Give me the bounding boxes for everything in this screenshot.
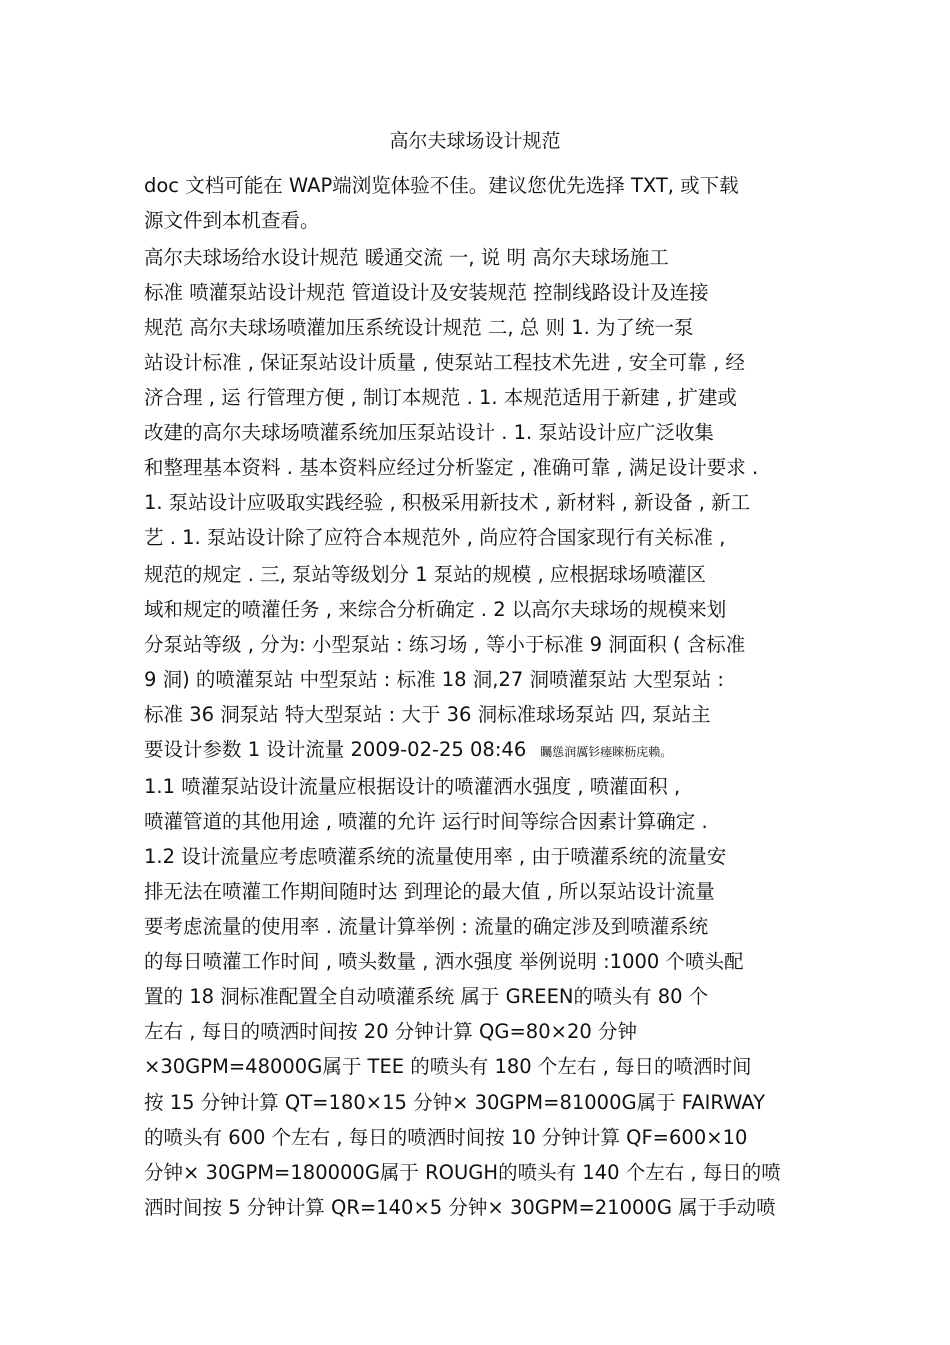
text-line: 分泵站等级 , 分为: 小型泵站 : 练习场 , 等小于标准 9 洞面积 ( 含标准 <box>144 633 746 656</box>
text-line: ×30GPM=48000G属于 TEE 的喷头有 180 个左右 , 每日的喷洒时间 <box>144 1055 752 1078</box>
text-line: 和整理基本资料 . 基本资料应经过分析鉴定 , 准确可靠 , 满足设计要求 . <box>144 456 759 479</box>
text-line: 站设计标准 , 保证泵站设计质量 , 使泵站工程技术先进 , 安全可靠 , 经 <box>144 351 745 374</box>
text-line: 1.1 喷灌泵站设计流量应根据设计的喷灌洒水强度 , 喷灌面积 , <box>144 775 681 798</box>
text-line: 规范的规定 . 三, 泵站等级划分 1 泵站的规模 , 应根据球场喷灌区 <box>144 563 706 586</box>
text-line: 要考虑流量的使用率 . 流量计算举例 : 流量的确定涉及到喷灌系统 <box>144 915 709 938</box>
text-line: 域和规定的喷灌任务 , 来综合分析确定 . 2 以高尔夫球场的规模来划 <box>144 598 727 621</box>
text-line: 喷灌管道的其他用途 , 喷灌的允许 运行时间等综合因素计算确定 . <box>144 810 708 833</box>
text-line: 高尔夫球场给水设计规范 暖通交流 一, 说 明 高尔夫球场施工 <box>144 246 669 269</box>
text-line: 1. 泵站设计应吸取实践经验 , 积极采用新技术 , 新材料 , 新设备 , 新工 <box>144 491 751 514</box>
text-line: 源文件到本机查看。 <box>144 209 320 232</box>
text-line: 艺 . 1. 泵站设计除了应符合本规范外 , 尚应符合国家现行有关标准 , <box>144 526 726 549</box>
text-line: 9 洞) 的喷灌泵站 中型泵站 : 标准 18 洞,27 洞喷灌泵站 大型泵站 : <box>144 668 724 691</box>
text-line: 1.2 设计流量应考虑喷灌系统的流量使用率 , 由于喷灌系统的流量安 <box>144 845 727 868</box>
text-line: 标准 喷灌泵站设计规范 管道设计及安装规范 控制线路设计及连接 <box>144 281 709 304</box>
text-line: 标准 36 洞泵站 特大型泵站 : 大于 36 洞标准球场泵站 四, 泵站主 <box>144 703 711 726</box>
text-line-with-timestamp <box>144 735 672 767</box>
text-line: 排无法在喷灌工作期间随时达 到理论的最大值 , 所以泵站设计流量 <box>144 880 715 903</box>
text-line: 按 15 分钟计算 QT=180×15 分钟× 30GPM=81000G属于 FAIRWAY <box>144 1091 766 1114</box>
document-title: 高尔夫球场设计规范 <box>389 130 561 152</box>
text-line: 的每日喷灌工作时间 , 喷头数量 , 洒水强度 举例说明 :1000 个喷头配 <box>144 950 744 973</box>
text-line: doc 文档可能在 WAP端浏览体验不佳。建议您优先选择 TXT, 或下载 <box>144 174 739 197</box>
text-line: 济合理 , 运 行管理方便 , 制订本规范 . 1. 本规范适用于新建 , 扩建或 <box>144 386 737 409</box>
text-line: 的喷头有 600 个左右 , 每日的喷洒时间按 10 分钟计算 QF=600×10 <box>144 1126 748 1149</box>
text-line: 置的 18 洞标准配置全自动喷灌系统 属于 GREEN的喷头有 80 个 <box>144 985 709 1008</box>
text-line-content: 要设计参数 1 设计流量 2009-02-25 08:46 <box>144 738 527 761</box>
text-line: 洒时间按 5 分钟计算 QR=140×5 分钟× 30GPM=21000G 属于手动喷 <box>144 1196 776 1219</box>
garbled-text: 矚慫润厲钐瘗睞枥庑赖。 <box>540 745 673 759</box>
text-line: 规范 高尔夫球场喷灌加压系统设计规范 二, 总 则 1. 为了统一泵 <box>144 316 694 339</box>
text-line: 分钟× 30GPM=180000G属于 ROUGH的喷头有 140 个左右 , 每日的喷 <box>144 1161 781 1184</box>
text-line: 左右 , 每日的喷洒时间按 20 分钟计算 QG=80×20 分钟 <box>144 1020 637 1043</box>
text-line: 改建的高尔夫球场喷灌系统加压泵站设计 . 1. 泵站设计应广泛收集 <box>144 421 714 444</box>
